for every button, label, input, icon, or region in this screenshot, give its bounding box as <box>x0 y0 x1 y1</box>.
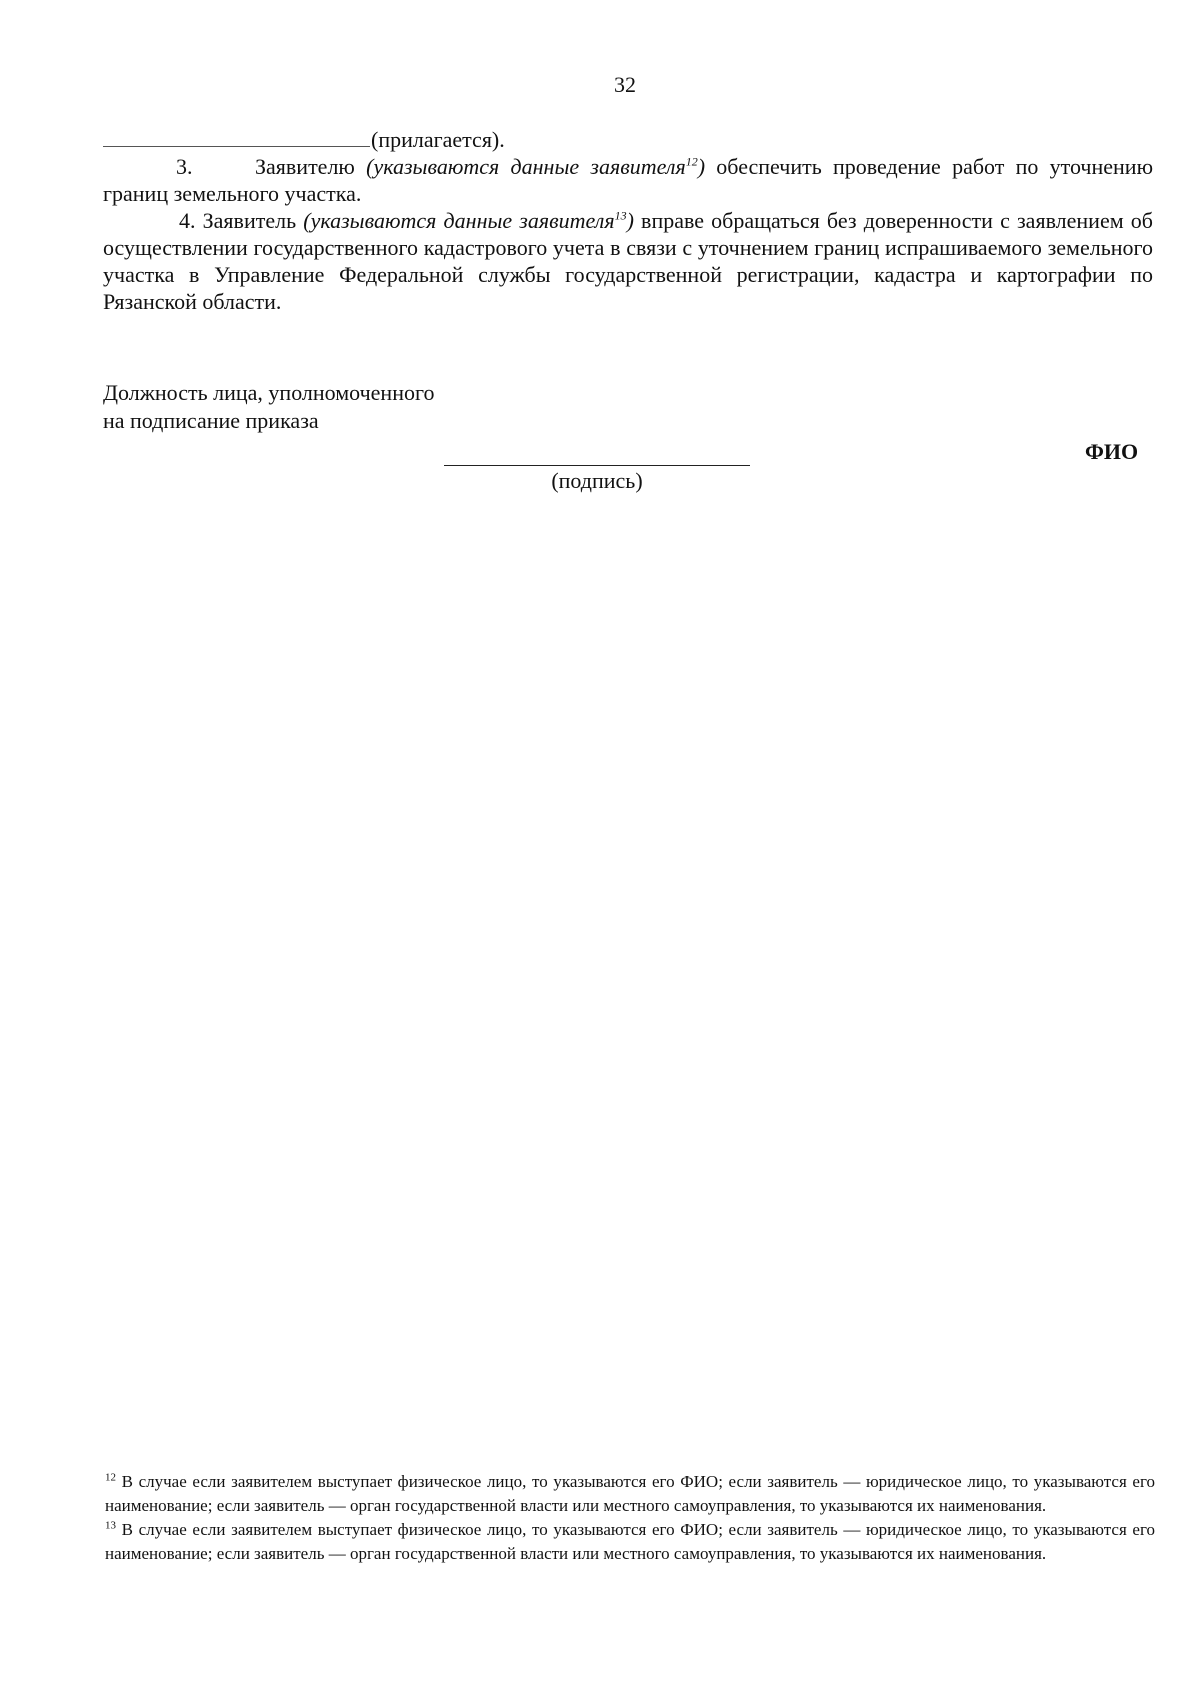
footnote-13 <box>105 1518 1155 1566</box>
signer-line-1: Должность лица, уполномоченного <box>103 380 435 405</box>
attached-label: (прилагается). <box>371 127 505 152</box>
footnote-12 <box>105 1470 1155 1518</box>
item-3-text-after: обеспечить проведение работ по уточнению границ земельного участка. <box>103 154 1154 206</box>
item-4-text-before: 4. Заявитель <box>179 208 304 233</box>
item-4-text-after: вправе обращаться без доверенности с заявлением об осуществлении государственного кадастрового учета в связи с уточнением границ испрашиваемого земельного участка в Управление Федеральной службы государственной регистрации, кадастра и картографии по Рязанской области. <box>103 208 1153 314</box>
item-3-italic-close: ) <box>697 154 706 179</box>
item-3-number: 3. <box>176 154 193 179</box>
document-body <box>103 126 1153 315</box>
footnote-ref-13: 13 <box>614 208 627 223</box>
item-3-italic: (указываются данные заявителя <box>366 154 686 179</box>
item-4-italic-close: ) <box>626 208 634 233</box>
footnote-13-text: В случае если заявителем выступает физическое лицо, то указываются его ФИО; если заявитель — юридическое лицо, то указываются его наименование; если заявитель — орган государственной власти или местного самоуправления, то указываются их наименования. <box>105 1520 1155 1563</box>
signature-caption: (подпись) <box>551 468 643 493</box>
paragraph-item-4 <box>103 207 1153 315</box>
footnote-13-marker: 13 <box>105 1519 116 1532</box>
signer-line-2: на подписание приказа <box>103 408 319 433</box>
attached-line <box>103 126 1153 153</box>
signer-name: ФИО <box>1085 439 1139 464</box>
page-number: 32 <box>614 72 636 97</box>
footnote-12-marker: 12 <box>105 1471 116 1484</box>
signer-position <box>103 379 434 435</box>
paragraph-item-3 <box>103 153 1153 207</box>
signature-line <box>444 465 750 466</box>
footnote-12-text: В случае если заявителем выступает физическое лицо, то указываются его ФИО; если заявитель — юридическое лицо, то указываются его наименование; если заявитель — орган государственной власти или местного самоуправления, то указываются их наименования. <box>105 1472 1155 1515</box>
footnote-ref-12: 12 <box>685 154 698 169</box>
item-4-italic: (указываются данные заявителя <box>303 208 615 233</box>
blank-line <box>103 132 370 147</box>
footnotes <box>105 1470 1155 1566</box>
item-3-text-before: Заявителю <box>255 154 367 179</box>
